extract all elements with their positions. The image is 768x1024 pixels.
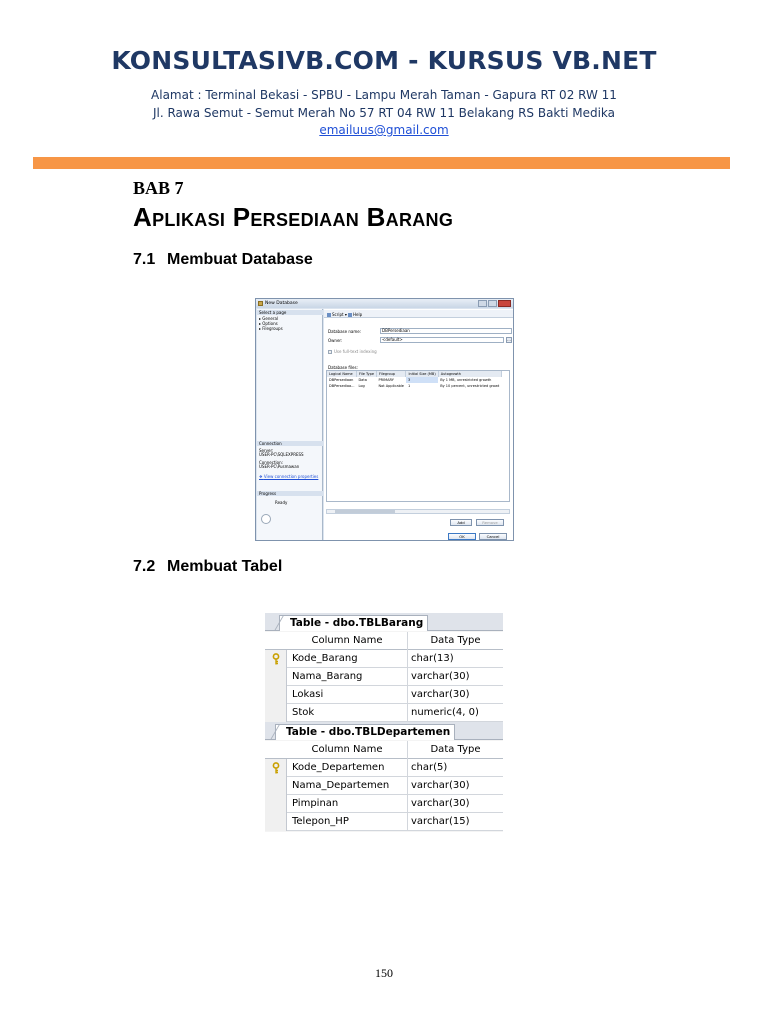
column-name-cell[interactable]: Lokasi	[292, 689, 324, 700]
data-type-cell[interactable]: varchar(30)	[411, 780, 470, 791]
dialog-title-bar	[256, 299, 513, 308]
page-label: Filegroups	[262, 326, 283, 331]
data-type-cell[interactable]: char(13)	[411, 653, 454, 664]
table-row[interactable]	[327, 383, 501, 389]
column-grid	[265, 741, 503, 831]
page-item-options[interactable]: ▸ Options	[259, 321, 278, 326]
files-column-header: Initial Size (MB)	[406, 371, 438, 377]
script-button[interactable]: Script ▾	[327, 312, 347, 317]
table-designer-tbldepartemen	[265, 722, 503, 832]
column-grid	[265, 632, 503, 722]
header-divider	[33, 157, 730, 169]
page-item-filegroups[interactable]: ▸ Filegroups	[259, 326, 283, 331]
file-cell[interactable]: By 1 MB, unrestricted growth	[440, 378, 492, 382]
row-selector[interactable]	[265, 813, 287, 831]
document-tabstrip	[265, 722, 503, 740]
data-type-cell[interactable]: numeric(4, 0)	[411, 707, 479, 718]
table-row[interactable]	[265, 668, 503, 686]
section-title: Membuat Database	[167, 251, 313, 268]
tab-tbldepartemen[interactable]: Table - dbo.TBLDepartemen	[275, 724, 455, 740]
help-button[interactable]	[348, 312, 362, 317]
scrollbar-thumb[interactable]	[335, 510, 395, 513]
file-cell[interactable]: Data	[358, 378, 367, 382]
owner-browse-button[interactable]: ...	[507, 337, 511, 342]
maximize-icon[interactable]	[488, 300, 497, 307]
row-selector[interactable]	[265, 795, 287, 813]
ok-button[interactable]: OK	[448, 533, 476, 540]
server-value: USER-PC\SQLEXPRESS	[259, 452, 304, 457]
database-name-input[interactable]: DBPersediaan	[380, 328, 512, 334]
files-column-header: File Type	[356, 371, 376, 377]
add-button[interactable]: Add	[450, 519, 472, 526]
primary-key-icon	[272, 653, 280, 665]
column-name-cell[interactable]: Stok	[292, 707, 315, 718]
page-number: 150	[375, 966, 393, 980]
progress-status: Ready	[275, 500, 288, 505]
table-row[interactable]	[265, 650, 503, 668]
grid-header-row	[265, 632, 503, 650]
files-column-header: Filegroup	[377, 371, 406, 377]
progress-header: Progress	[257, 491, 323, 496]
dialog-left-pane	[257, 309, 323, 541]
owner-input[interactable]: <default>	[380, 337, 504, 343]
data-type-header: Data Type	[430, 744, 481, 755]
section-heading-7-2	[133, 558, 282, 576]
site-title: KONSULTASIVB.COM - KURSUS VB.NET	[111, 46, 657, 75]
database-files-label: Database files:	[328, 365, 358, 370]
column-name-header: Column Name	[311, 635, 383, 646]
primary-key-icon	[272, 762, 280, 774]
section-heading-7-1	[133, 251, 313, 269]
column-name-cell[interactable]: Kode_Departemen	[292, 762, 385, 773]
fulltext-label: Use full-text indexing	[334, 349, 377, 354]
data-type-cell[interactable]: varchar(30)	[411, 689, 470, 700]
tab-tblbarang[interactable]: Table - dbo.TBLBarang	[279, 615, 428, 631]
connection-value: USER-PC\Pusmawan	[259, 464, 300, 469]
file-cell[interactable]: PRIMARY	[378, 378, 394, 382]
row-selector[interactable]	[265, 686, 287, 704]
cancel-button[interactable]: Cancel	[479, 533, 507, 540]
data-type-cell[interactable]: varchar(15)	[411, 816, 470, 827]
database-name-label: Database name:	[328, 329, 362, 334]
files-column-header: Autogrowth	[438, 371, 501, 377]
file-cell[interactable]: DBPersediaa...	[329, 384, 355, 388]
owner-label: Owner:	[328, 338, 343, 343]
column-name-cell[interactable]: Nama_Departemen	[292, 780, 390, 791]
dialog-title: New Database	[265, 301, 298, 306]
page-label: General	[262, 316, 279, 321]
view-connection-properties-link[interactable]: ❖ View connection properties	[259, 474, 319, 479]
data-type-header: Data Type	[430, 635, 481, 646]
section-title: Membuat Tabel	[167, 558, 283, 575]
link-label: View connection properties	[263, 474, 319, 479]
address-line-1: Alamat : Terminal Bekasi - SPBU - Lampu Merah Taman - Gapura RT 02 RW 11	[151, 88, 617, 102]
data-type-cell[interactable]: varchar(30)	[411, 798, 470, 809]
column-name-cell[interactable]: Pimpinan	[292, 798, 339, 809]
table-row[interactable]	[265, 704, 503, 722]
address-line-2: Jl. Rawa Semut - Semut Merah No 57 RT 04 RW 11 Belakang RS Bakti Medika	[152, 106, 616, 120]
file-cell[interactable]: 1	[407, 384, 411, 388]
progress-spinner-icon	[261, 514, 271, 524]
select-page-header: Select a page	[257, 310, 323, 315]
column-name-cell[interactable]: Kode_Barang	[292, 653, 358, 664]
column-name-cell[interactable]: Telepon_HP	[292, 816, 349, 827]
table-designer-tblbarang	[265, 613, 503, 722]
file-cell[interactable]: By 10 percent, unrestricted growt	[440, 384, 500, 388]
row-selector[interactable]	[265, 650, 287, 668]
script-label: Script	[332, 312, 344, 317]
row-selector[interactable]	[265, 668, 287, 686]
database-icon	[258, 301, 263, 306]
column-name-header: Column Name	[311, 744, 383, 755]
chapter-label: BAB 7	[133, 178, 184, 198]
data-type-cell[interactable]: varchar(30)	[411, 671, 470, 682]
connection-header: Connection	[257, 441, 323, 446]
window-controls	[478, 300, 511, 307]
row-selector[interactable]	[265, 704, 287, 722]
help-icon	[348, 313, 352, 317]
file-cell[interactable]: Log	[358, 384, 365, 388]
row-selector[interactable]	[265, 759, 287, 777]
close-icon[interactable]	[498, 300, 511, 307]
file-cell[interactable]: Not Applicable	[378, 384, 404, 388]
files-column-header: Logical Name	[327, 371, 356, 377]
script-icon	[327, 313, 331, 317]
table-row[interactable]	[265, 777, 503, 795]
file-cell[interactable]: DBPersediaan	[329, 378, 354, 382]
table-row[interactable]	[265, 795, 503, 813]
page-label: Options	[262, 321, 278, 326]
connection-label: Connection:	[259, 460, 283, 465]
page-item-general[interactable]: ▸ General	[259, 316, 279, 321]
grid-header-row	[265, 741, 503, 759]
chapter-title: Aplikasi Persediaan Barang	[133, 202, 454, 232]
document-tabstrip	[265, 613, 503, 631]
file-cell[interactable]: 3	[406, 377, 438, 383]
table-row[interactable]	[265, 686, 503, 704]
table-row[interactable]	[265, 759, 503, 777]
server-label: Server:	[259, 448, 274, 453]
minimize-icon[interactable]	[478, 300, 487, 307]
help-label: Help	[353, 312, 363, 317]
remove-button[interactable]: Remove	[476, 519, 504, 526]
fulltext-checkbox[interactable]	[328, 350, 332, 354]
email-link[interactable]: emailuus@gmail.com	[319, 123, 449, 137]
dialog-toolbar	[324, 310, 513, 318]
table-row[interactable]	[265, 813, 503, 831]
row-selector[interactable]	[265, 777, 287, 795]
section-number: 7.1	[133, 251, 156, 268]
database-files-grid	[326, 370, 510, 502]
data-type-cell[interactable]: char(5)	[411, 762, 448, 773]
column-name-cell[interactable]: Nama_Barang	[292, 671, 363, 682]
files-horizontal-scrollbar[interactable]	[326, 509, 510, 514]
dialog-main-pane	[324, 309, 513, 541]
new-database-dialog	[255, 298, 514, 541]
section-number: 7.2	[133, 558, 156, 575]
